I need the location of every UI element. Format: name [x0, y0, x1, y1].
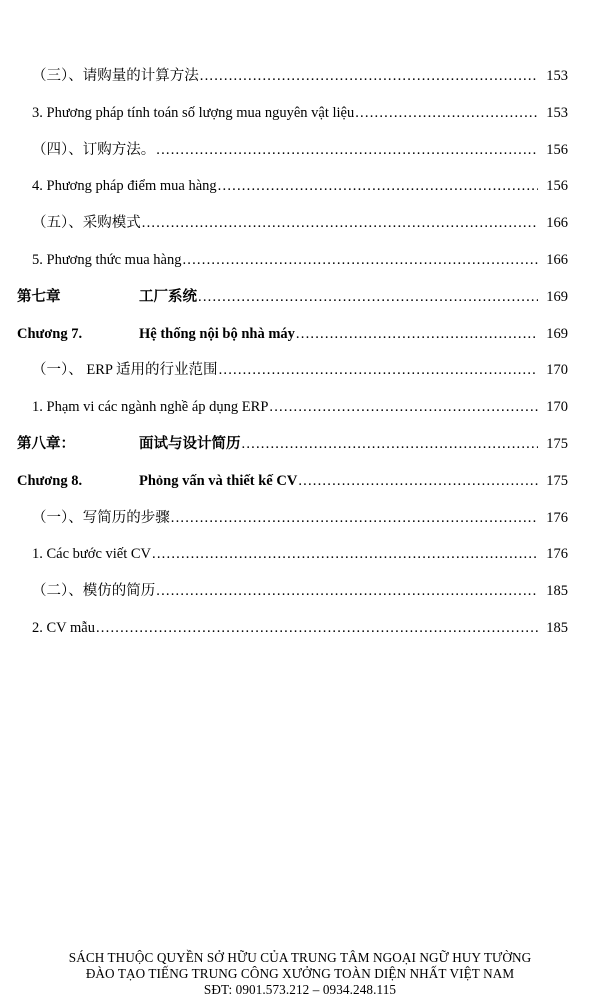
toc-entry[interactable] — [0, 358, 600, 395]
footer-ownership-line: SÁCH THUỘC QUYỀN SỞ HỮU CỦA TRUNG TÂM NGOẠI NGỮ HUY TƯỜNG — [68, 950, 532, 965]
toc-entry-title: （一）、写简历的步骤 — [32, 509, 170, 526]
toc-entry-page: 156 — [546, 141, 568, 158]
toc-chapter-title: Hệ thống nội bộ nhà máy — [139, 325, 295, 342]
toc-chapter-entry[interactable] — [0, 432, 600, 469]
page-footer — [0, 950, 600, 998]
toc-entry-title: 5. Phương thức mua hàng — [32, 251, 182, 268]
toc-entry[interactable] — [0, 616, 600, 653]
toc-chapter-title: 面试与设计简历 — [139, 435, 241, 452]
toc-entry[interactable] — [0, 395, 600, 432]
toc-entry-page: 170 — [546, 362, 568, 379]
toc-entry-page: 175 — [546, 472, 568, 489]
dot-leader — [156, 581, 538, 601]
toc-entry-page: 166 — [546, 251, 568, 268]
dot-leader — [219, 360, 538, 380]
toc-entry-page: 156 — [546, 178, 568, 195]
toc-chapter-entry[interactable] — [0, 285, 600, 322]
toc-entry[interactable] — [0, 542, 600, 579]
toc-entry[interactable] — [0, 579, 600, 616]
toc-entry-title: （三）、请购量的计算方法 — [32, 68, 199, 84]
toc-entry-page: 166 — [546, 215, 568, 232]
toc-entry[interactable] — [0, 506, 600, 543]
toc-entry-page: 185 — [546, 583, 568, 600]
dot-leader — [355, 103, 538, 123]
toc-entry-title: 4. Phương pháp điểm mua hàng — [32, 178, 217, 195]
dot-leader — [296, 324, 538, 344]
toc-entry-title: （二）、模仿的简历 — [32, 583, 156, 600]
dot-leader — [242, 434, 539, 454]
dot-leader — [218, 176, 538, 196]
toc-entry[interactable] — [0, 248, 600, 285]
toc-entry-page: 176 — [546, 509, 568, 526]
dot-leader — [269, 397, 538, 417]
toc-entry-page: 185 — [546, 619, 568, 636]
dot-leader — [198, 287, 538, 307]
toc-entry[interactable] — [0, 211, 600, 248]
toc-entry-title: （一）、 ERP 适用的行业范围 — [32, 362, 218, 379]
toc-entry[interactable] — [0, 64, 600, 101]
toc-entry-page: 170 — [546, 399, 568, 416]
dot-leader — [298, 471, 538, 491]
footer-training-line: ĐÀO TẠO TIẾNG TRUNG CÔNG XƯỞNG TOÀN DIỆN NHẤT VIỆT NAM — [85, 966, 515, 981]
dot-leader — [156, 140, 538, 160]
toc-chapter-entry[interactable] — [0, 469, 600, 506]
toc-entry-page: 175 — [546, 435, 568, 452]
toc-chapter-number: Chương 7. — [17, 325, 83, 342]
table-of-contents — [0, 64, 600, 653]
toc-entry-title: 1. Phạm vi các ngành nghề áp dụng ERP — [32, 399, 269, 416]
dot-leader — [182, 250, 538, 270]
toc-entry-page: 153 — [546, 68, 568, 84]
dot-leader — [96, 618, 538, 638]
toc-entry-page: 169 — [546, 325, 568, 342]
toc-chapter-title: 工厂系统 — [139, 288, 197, 305]
toc-entry-title: （四）、订购方法。 — [32, 141, 156, 158]
toc-chapter-title: Phỏng vấn và thiết kế CV — [139, 472, 298, 489]
toc-entry-page: 176 — [546, 546, 568, 563]
toc-entry[interactable] — [0, 101, 600, 138]
toc-entry-title: 3. Phương pháp tính toán số lượng mua nguyên vật liệu — [32, 104, 355, 121]
toc-entry-page: 169 — [546, 288, 568, 305]
toc-entry[interactable] — [0, 138, 600, 175]
dot-leader — [200, 66, 538, 86]
toc-chapter-entry[interactable] — [0, 322, 600, 359]
dot-leader — [171, 508, 538, 528]
footer-phone-line: SĐT: 0901.573.212 – 0934.248.115 — [203, 982, 397, 997]
toc-entry-title: （五）、采购模式 — [32, 215, 141, 232]
toc-entry[interactable] — [0, 174, 600, 211]
toc-entry-page: 153 — [546, 104, 568, 121]
toc-chapter-number: 第七章 — [17, 288, 61, 305]
toc-chapter-number: Chương 8. — [17, 472, 83, 489]
dot-leader — [142, 213, 538, 233]
dot-leader — [152, 544, 538, 564]
toc-entry-title: 2. CV mẫu — [32, 619, 95, 636]
toc-chapter-number: 第八章： — [17, 435, 75, 452]
toc-entry-title: 1. Các bước viết CV — [32, 546, 152, 563]
